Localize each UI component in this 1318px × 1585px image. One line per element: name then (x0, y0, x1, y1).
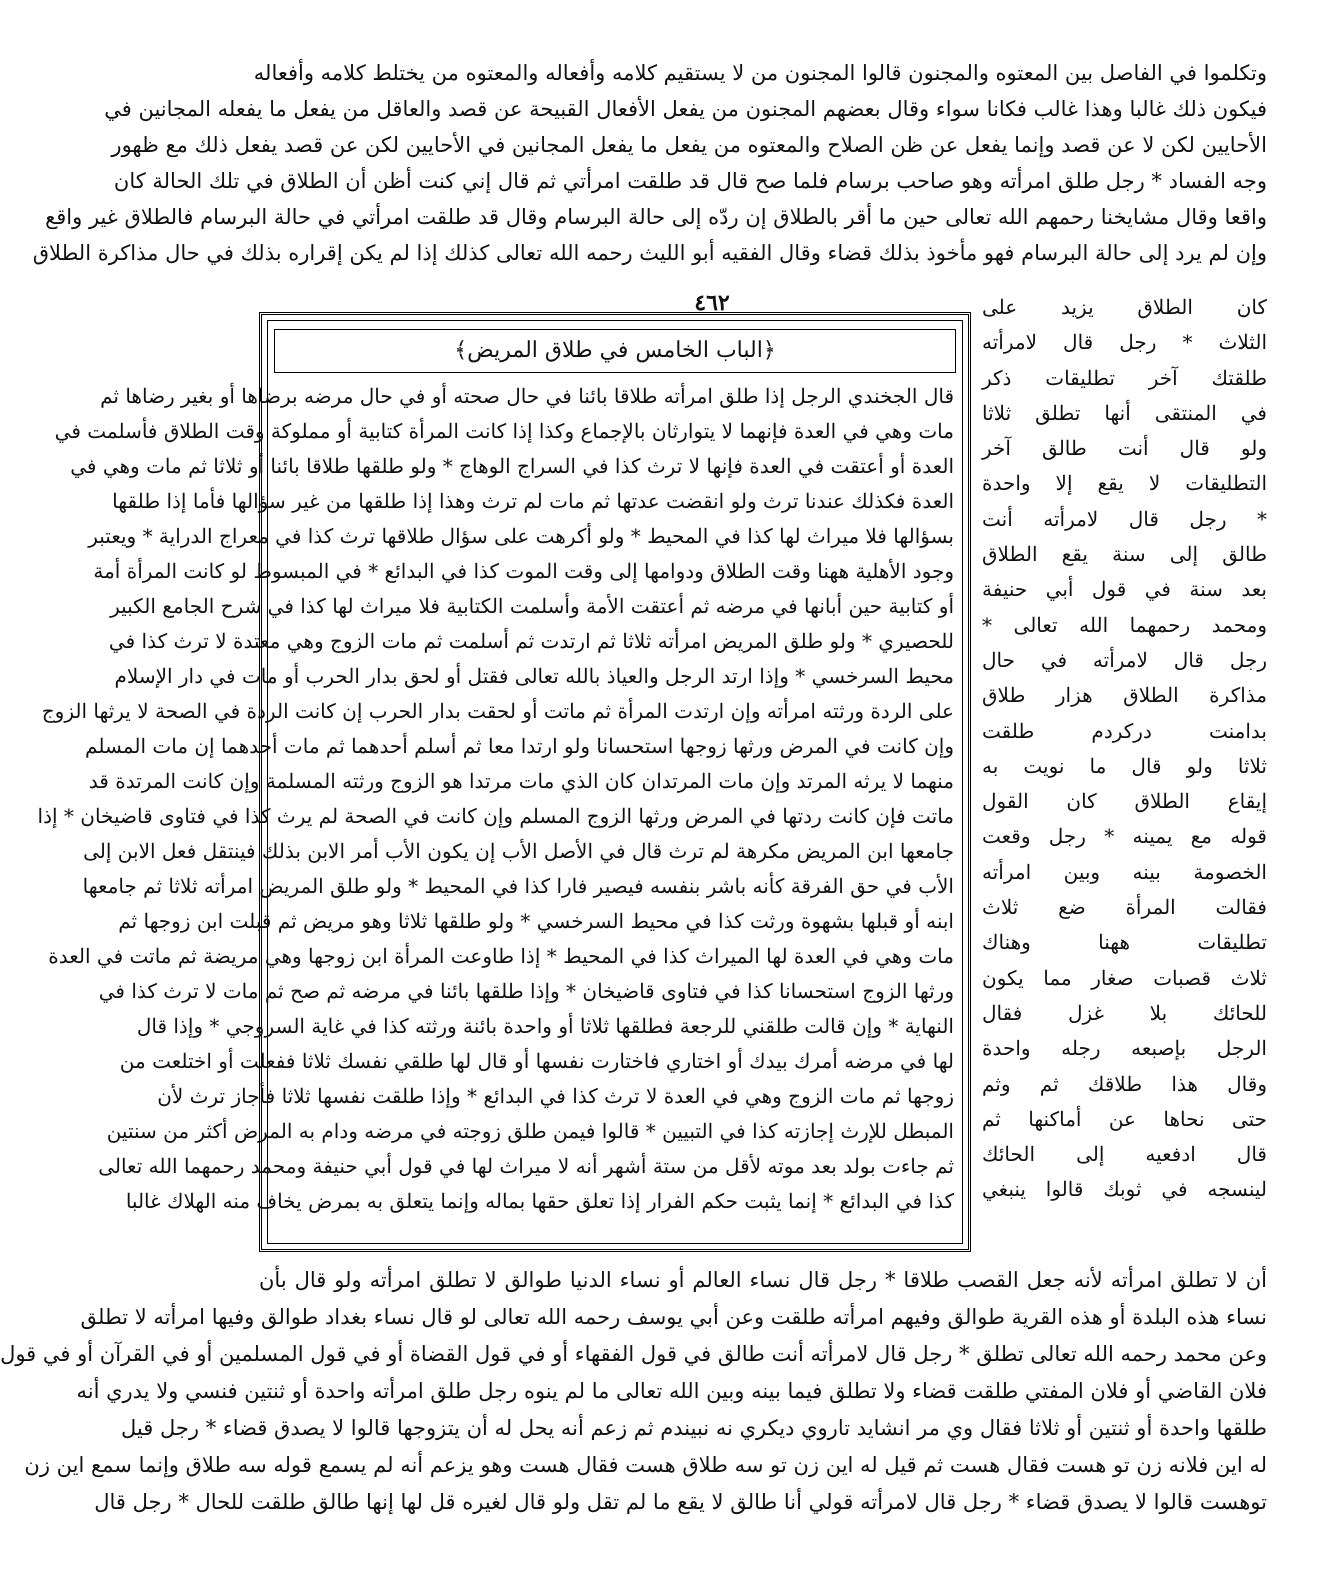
text-line: لينسجه في ثوبك قالوا ينبغي (982, 1177, 1267, 1202)
text-line: * رجل قال لامرأته أنت (982, 506, 1267, 531)
text-line: ثلاثا ولو قال ما نويت به (982, 753, 1267, 778)
text-line: في المنتقى أنها تطلق ثلاثا (982, 400, 1267, 425)
text-line: ثلاث قصبات صغار مما يكون (982, 965, 1267, 990)
text-line: ماتت فإن كانت ردتها في المرض ورثها الزوج المسلم وإن كانت في الصحة لم يرث كذا في فتاوى قاضيخان * إذا (37, 804, 954, 828)
text-line: تطليقات ههنا وهناك (982, 930, 1267, 955)
text-line: قال الجخندي الرجل إذا طلق امرأته طلاقا بائنا في حال صحته أو في حال مرضه برضاها أو بغير رضاها ثم (100, 384, 954, 408)
text-line: بسؤالها فلا ميراث لها كذا في المحيط * ولو أكرهت على سؤال طلاقها ترث كذا في معراج الدراية * ويعتبر (88, 524, 954, 548)
text-line: وإن كانت في المرض ورثها زوجها استحسانا ولو ارتدا معا ثم أسلم أحدهما ثم مات أحدهما إن مات المسلم (85, 734, 954, 758)
text-line: المبطل للإرث إجازته كذا في التبيين * قالوا فيمن طلق زوجته في مرضه ودام به المرض أكثر من سنتين (106, 1119, 954, 1143)
text-line: كذا في البدائع * إنما يثبت حكم الفرار إذا تعلق حقها بماله وإنما يتعلق به بمرض يخاف منه الهلاك غالبا (125, 1189, 954, 1213)
text-line: أن لا تطلق امرأته لأنه جعل القصب طلاقا * رجل قال نساء العالم أو نساء الدنيا طوالق لا تطلق امرأته ولو قال بأن (259, 1268, 1267, 1292)
text-line: إيقاع الطلاق كان القول (982, 789, 1267, 814)
text-line: ابنه أو قبلها بشهوة ورثت كذا في محيط السرخسي * ولو طلقها ثلاثا وهو مريض ثم قبلت ابن زوجها ثم (118, 909, 954, 933)
text-line: وعن محمد رحمه الله تعالى تطلق * رجل قال لامرأته أنت طالق في قول الفقهاء أو في قول القضاة أو في قول المسلمين أو في القرآن أو في قول (0, 1342, 1267, 1366)
top-text-block (32, 55, 1267, 271)
text-line: ثم جاءت بولد بعد موته لأقل من ستة أشهر أنه لا ميراث لها في قول أبي حنيفة ومحمد رحمهما الله تعالى (98, 1154, 954, 1178)
text-line: أو كتابية حين أبانها في مرضه ثم أعتقت الأمة وأسلمت الكتابية فلا ميراث لها كذا في شرح الجامع الكبير (110, 594, 954, 618)
text-line: منهما لا يرثه المرتد وإن مات المرتدان كان الذي مات مرتدا هو الزوج ورثته المسلمة وإن كانت المرتدة قد (88, 769, 954, 793)
text-line: الخصومة بينه وبين امرأته (982, 859, 1267, 884)
text-line: فقالت المرأة ضع ثلاث (982, 895, 1267, 920)
text-line: كان الطلاق يزيد على (982, 295, 1267, 319)
text-line: قال ادفعيه إلى الحائك (982, 1142, 1267, 1167)
text-line: وجود الأهلية ههنا وقت الطلاق ودوامها إلى وقت الموت كذا في البدائع * في المبسوط لو كانت المرأة أمة (93, 559, 954, 583)
page-number: ٤٦٢ (694, 290, 730, 316)
text-line: ورثها الزوج استحسانا كذا في فتاوى قاضيخان * وإذا طلقها بائنا في مرضه ثم صح ثم مات لا ترث كذا في (98, 979, 954, 1003)
chapter-heading: ﴿الباب الخامس في طلاق المريض﴾ (274, 329, 956, 373)
text-line: جامعها ابن المريض مكرهة لم ترث قال في الأصل الأب إن يكون الأب أمر الابن بذلك فينتقل فعل الابن إلى (83, 839, 954, 863)
text-line: مذاكرة الطلاق هزار طلاق (982, 683, 1267, 708)
text-line: وقال هذا طلاقك ثم وثم (982, 1071, 1267, 1096)
chapter-frame (37, 312, 971, 1252)
text-line: بدامنت دركردم طلقت (982, 718, 1267, 743)
text-line: وتكلموا في الفاصل بين المعتوه والمجنون قالوا المجنون من لا يستقيم كلامه وأفعاله والمعتوه من يختلط كلامه وأفعاله (253, 61, 1267, 85)
text-line: ولو قال أنت طالق آخر (982, 436, 1267, 461)
text-line: له اين فلانه زن تو هست فقال هست ثم قيل له اين زن تو سه طلاق هست فقال هست وهو يزعم أنه لم يسمع قوله سه طلاق وإنما سمع اين زن (24, 1453, 1267, 1477)
text-line: الأحايين لكن لا عن قصد وإنما يفعل عن ظن الصلاح والمعتوه من يفعل ما يفعل المجانين في الأحايين لكن عن قصد يفعل ذلك مع ظهور (111, 133, 1267, 157)
text-line: للحصيري * ولو طلق المريض امرأته ثلاثا ثم ارتدت ثم أسلمت ثم مات الزوج وهي معتدة لا ترث كذا في (108, 629, 954, 653)
text-line: طلقها واحدة أو ثنتين أو ثلاثا فقال وي مر انشايد تاروي ديكري نه نبيندم ثم زعم أنه يحل له أن يتزوجها قالوا لا يصدق قضاء * رجل قيل (121, 1416, 1267, 1440)
text-line: طلقتك آخر تطليقات ذكر (982, 365, 1267, 390)
text-line: العدة فكذلك عندنا ترث ولو انقضت عدتها ثم مات لم ترث وهذا إذا طلقها من غير سؤالها فأما إذا طلقها (112, 489, 954, 513)
text-line: ومحمد رحمهما الله تعالى * (982, 612, 1267, 637)
text-line: على الردة ورثته امرأته وإن ارتدت المرأة ثم ماتت أو لحقت بدار الحرب إن كانت الردة في الصحة لا يرثها الزوج (41, 699, 954, 723)
text-line: زوجها ثم مات الزوج وهي في العدة لا ترث كذا في البدائع * وإذا طلقت نفسها ثلاثا فأجاز ترث لأن (157, 1084, 954, 1108)
text-line: واقعا وقال مشايخنا رحمهم الله تعالى حين ما أقر بالطلاق إن ردّه إلى حالة البرسام وقال قد طلقت امرأتي في حالة البرسام فالطلاق غير واقع (45, 205, 1267, 229)
text-line: الأب في حق الفرقة كأنه باشر بنفسه فيصير فارا كذا في المحيط * ولو طلق المريض امرأته ثلاثا ثم جامعها (82, 874, 954, 898)
text-line: مات وهي في العدة فإنهما لا يتوارثان بالإجماع وكذا إذا كانت المرأة كتابية أو مملوكة وقت الطلاق فأسلمت في (54, 419, 954, 443)
text-line: لها في مرضه أمرك بيدك أو اختاري فاختارت نفسها أو قال لها طلقي نفسك ثلاثا ففعلت أو اختلعت من (119, 1049, 954, 1073)
text-line: بعد سنة في قول أبي حنيفة (982, 577, 1267, 602)
text-line: وإن لم يرد إلى حالة البرسام فهو مأخوذ بذلك قضاء وقال الفقيه أبو الليث رحمه الله تعالى كذلك إذا لم يكن إقراره بذلك في حال مذاكرة الطلاق (32, 241, 1267, 265)
text-line: العدة أو أعتقت في العدة فإنها لا ترث كذا في السراج الوهاج * ولو طلقها طلاقا بائنا أو ثلاثا ثم مات وهي في (70, 454, 954, 478)
text-line: التطليقات لا يقع إلا واحدة (982, 471, 1267, 496)
text-line: للحائك بلا غزل فقال (982, 1000, 1267, 1025)
text-line: رجل قال لامرأته في حال (982, 647, 1267, 672)
text-line: الرجل بإصبعه رجله واحدة (982, 1036, 1267, 1061)
text-line: طالق إلى سنة يقع الطلاق (982, 542, 1267, 567)
text-line: محيط السرخسي * وإذا ارتد الرجل والعياذ بالله تعالى فقتل أو لحق بدار الحرب أو مات في دار الإسلام (114, 664, 954, 688)
text-line: توهست قالوا لا يصدق قضاء * رجل قال لامرأته قولي أنا طالق لا يقع ما لم تقل ولو قال لغيره قل لها إنها طالق طلقت للحال * رجل قال (94, 1490, 1267, 1514)
text-line: حتى نحاها عن أماكنها ثم (982, 1106, 1267, 1131)
text-line: الثلاث * رجل قال لامرأته (982, 330, 1267, 355)
text-line: مات وهي في العدة لها الميراث كذا في المحيط * إذا طاوعت المرأة ابن زوجها وهي مريضة ثم ماتت في العدة (48, 944, 954, 968)
text-line: فلان القاضي أو فلان المفتي طلقت قضاء ولا تطلق فيما بينه وبين الله تعالى ما لم ينوه رجل طلق امرأته واحدة أو ثنتين فنسي ولا يدري أنه (76, 1379, 1267, 1403)
text-line: فيكون ذلك غالبا وهذا غالب فكانا سواء وقال بعضهم المجنون من يفعل الأفعال القبيحة عن قصد والعاقل من يفعل ما يفعله المجانين في (104, 97, 1267, 121)
margin-text-column (982, 290, 1267, 1208)
chapter-body (37, 379, 954, 1219)
text-line: قوله مع يمينه * رجل وقعت (982, 824, 1267, 849)
text-line: النهاية * وإن قالت طلقني للرجعة فطلقها ثلاثا أو واحدة بائنة ورثته كذا في غاية السروجي * وإذا قال (136, 1014, 954, 1038)
text-line: وجه الفساد * رجل طلق امرأته وهو صاحب برسام فلما صح قال قد طلقت امرأتي ثم قال إني كنت أظن أن الطلاق في تلك الحالة كان (113, 169, 1267, 193)
text-line: نساء هذه البلدة أو هذه القرية طوالق وفيهم امرأته طلقت وعن أبي يوسف رحمه الله تعالى لو قال نساء بغداد طوالق وفيها امرأته لا تطلق (80, 1305, 1267, 1329)
bottom-text-block (0, 1262, 1267, 1521)
